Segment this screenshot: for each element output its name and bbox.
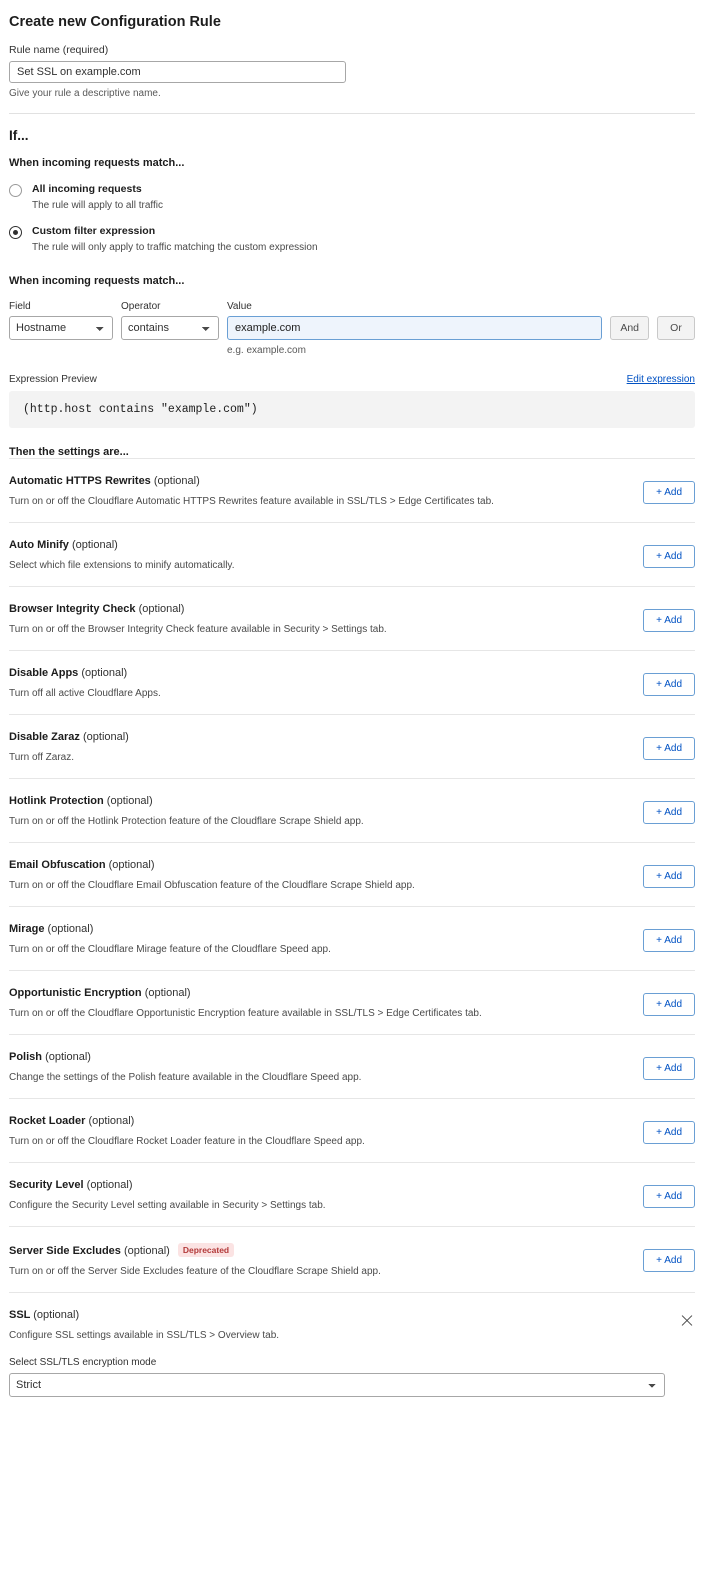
- operator-column-label: Operator: [121, 301, 161, 312]
- radio-icon[interactable]: [9, 184, 22, 197]
- ssl-mode-select[interactable]: [9, 1373, 665, 1397]
- setting-row: [9, 1226, 695, 1292]
- ssl-mode-label: Select SSL/TLS encryption mode: [9, 1357, 157, 1368]
- add-setting-button[interactable]: + Add: [643, 737, 695, 760]
- add-setting-button[interactable]: + Add: [643, 1185, 695, 1208]
- setting-row: [9, 650, 695, 714]
- setting-description: Turn on or off the Cloudflare Mirage feature of the Cloudflare Speed app.: [9, 944, 331, 955]
- page-title: Create new Configuration Rule: [9, 14, 221, 30]
- setting-row: [9, 1098, 695, 1162]
- edit-expression-link[interactable]: Edit expression: [626, 374, 695, 385]
- then-section-title: Then the settings are...: [9, 446, 129, 458]
- setting-description: Configure SSL settings available in SSL/TLS > Overview tab.: [9, 1330, 280, 1341]
- add-setting-button[interactable]: + Add: [643, 673, 695, 696]
- setting-name: Polish (optional): [9, 1051, 91, 1063]
- operator-select[interactable]: [121, 316, 219, 340]
- setting-row: [9, 714, 695, 778]
- add-setting-button[interactable]: + Add: [643, 1121, 695, 1144]
- expression-row: [9, 316, 695, 340]
- setting-name: Email Obfuscation (optional): [9, 859, 155, 871]
- setting-name: Browser Integrity Check (optional): [9, 603, 185, 615]
- setting-description: Turn on or off the Browser Integrity Check feature available in Security > Settings tab.: [9, 624, 387, 635]
- setting-description: Turn on or off the Cloudflare Opportunistic Encryption feature available in SSL/TLS > Edge Certificates tab.: [9, 1008, 482, 1019]
- expression-preview-header: [9, 374, 695, 385]
- setting-name: Disable Zaraz (optional): [9, 731, 129, 743]
- field-select[interactable]: [9, 316, 113, 340]
- or-button[interactable]: Or: [657, 316, 695, 340]
- setting-name: Server Side Excludes (optional) Deprecated: [9, 1243, 381, 1257]
- value-hint: e.g. example.com: [227, 345, 306, 356]
- and-button[interactable]: And: [610, 316, 649, 340]
- add-setting-button[interactable]: + Add: [643, 481, 695, 504]
- add-setting-button[interactable]: + Add: [643, 801, 695, 824]
- setting-description: Select which file extensions to minify automatically.: [9, 560, 235, 571]
- add-setting-button[interactable]: + Add: [643, 609, 695, 632]
- setting-name: Disable Apps (optional): [9, 667, 128, 679]
- setting-row: [9, 522, 695, 586]
- setting-row-ssl: [9, 1292, 695, 1412]
- setting-description: Turn off Zaraz.: [9, 752, 75, 763]
- setting-name: Opportunistic Encryption (optional): [9, 987, 191, 999]
- value-column-label: Value: [227, 301, 252, 312]
- if-section-title: If...: [9, 128, 29, 143]
- rule-name-label: Rule name (required): [9, 44, 109, 56]
- add-setting-button[interactable]: + Add: [643, 1057, 695, 1080]
- setting-description: Turn on or off the Cloudflare Email Obfuscation feature of the Cloudflare Scrape Shield app.: [9, 880, 415, 891]
- add-setting-button[interactable]: + Add: [643, 993, 695, 1016]
- setting-row: [9, 842, 695, 906]
- add-setting-button[interactable]: + Add: [643, 929, 695, 952]
- expression-column-headers: [9, 301, 695, 312]
- status-badge: Deprecated: [178, 1243, 234, 1257]
- radio-option-all-requests[interactable]: [9, 183, 695, 211]
- radio-description: The rule will only apply to traffic matching the custom expression: [32, 242, 318, 253]
- setting-name: Automatic HTTPS Rewrites (optional): [9, 475, 200, 487]
- radio-label: Custom filter expression: [32, 225, 156, 237]
- setting-row: [9, 1034, 695, 1098]
- setting-name: Hotlink Protection (optional): [9, 795, 153, 807]
- setting-row: [9, 1162, 695, 1226]
- setting-description: Turn on or off the Server Side Excludes feature of the Cloudflare Scrape Shield app.: [9, 1266, 381, 1277]
- setting-name: Rocket Loader (optional): [9, 1115, 135, 1127]
- setting-row: [9, 778, 695, 842]
- rule-name-input[interactable]: [9, 61, 346, 83]
- field-column-label: Field: [9, 301, 31, 312]
- setting-row: [9, 906, 695, 970]
- setting-description: Configure the Security Level setting available in Security > Settings tab.: [9, 1200, 326, 1211]
- setting-name: SSL (optional): [9, 1309, 80, 1321]
- expression-preview-box: (http.host contains "example.com"): [9, 391, 695, 428]
- radio-label: All incoming requests: [32, 183, 142, 195]
- setting-description: Turn off all active Cloudflare Apps.: [9, 688, 161, 699]
- add-setting-button[interactable]: + Add: [643, 1249, 695, 1272]
- expression-subhead: When incoming requests match...: [9, 275, 185, 287]
- if-section-subhead: When incoming requests match...: [9, 157, 185, 169]
- setting-name: Security Level (optional): [9, 1179, 133, 1191]
- setting-row: [9, 586, 695, 650]
- setting-description: Turn on or off the Cloudflare Rocket Loader feature in the Cloudflare Speed app.: [9, 1136, 365, 1147]
- close-icon[interactable]: [679, 1313, 695, 1329]
- expression-preview-label: Expression Preview: [9, 374, 97, 385]
- setting-description: Change the settings of the Polish feature available in the Cloudflare Speed app.: [9, 1072, 362, 1083]
- setting-description: Turn on or off the Cloudflare Automatic HTTPS Rewrites feature available in SSL/TLS > Edge Certificates tab.: [9, 496, 494, 507]
- add-setting-button[interactable]: + Add: [643, 865, 695, 888]
- radio-description: The rule will apply to all traffic: [32, 200, 163, 211]
- setting-row: [9, 458, 695, 522]
- setting-row: [9, 970, 695, 1034]
- rule-name-hint: Give your rule a descriptive name.: [9, 88, 161, 99]
- setting-description: Turn on or off the Hotlink Protection feature of the Cloudflare Scrape Shield app.: [9, 816, 364, 827]
- add-setting-button[interactable]: + Add: [643, 545, 695, 568]
- radio-option-custom-filter[interactable]: [9, 225, 695, 253]
- value-input[interactable]: [227, 316, 602, 340]
- setting-name: Auto Minify (optional): [9, 539, 118, 551]
- setting-name: Mirage (optional): [9, 923, 94, 935]
- radio-icon[interactable]: [9, 226, 22, 239]
- divider: [9, 113, 695, 114]
